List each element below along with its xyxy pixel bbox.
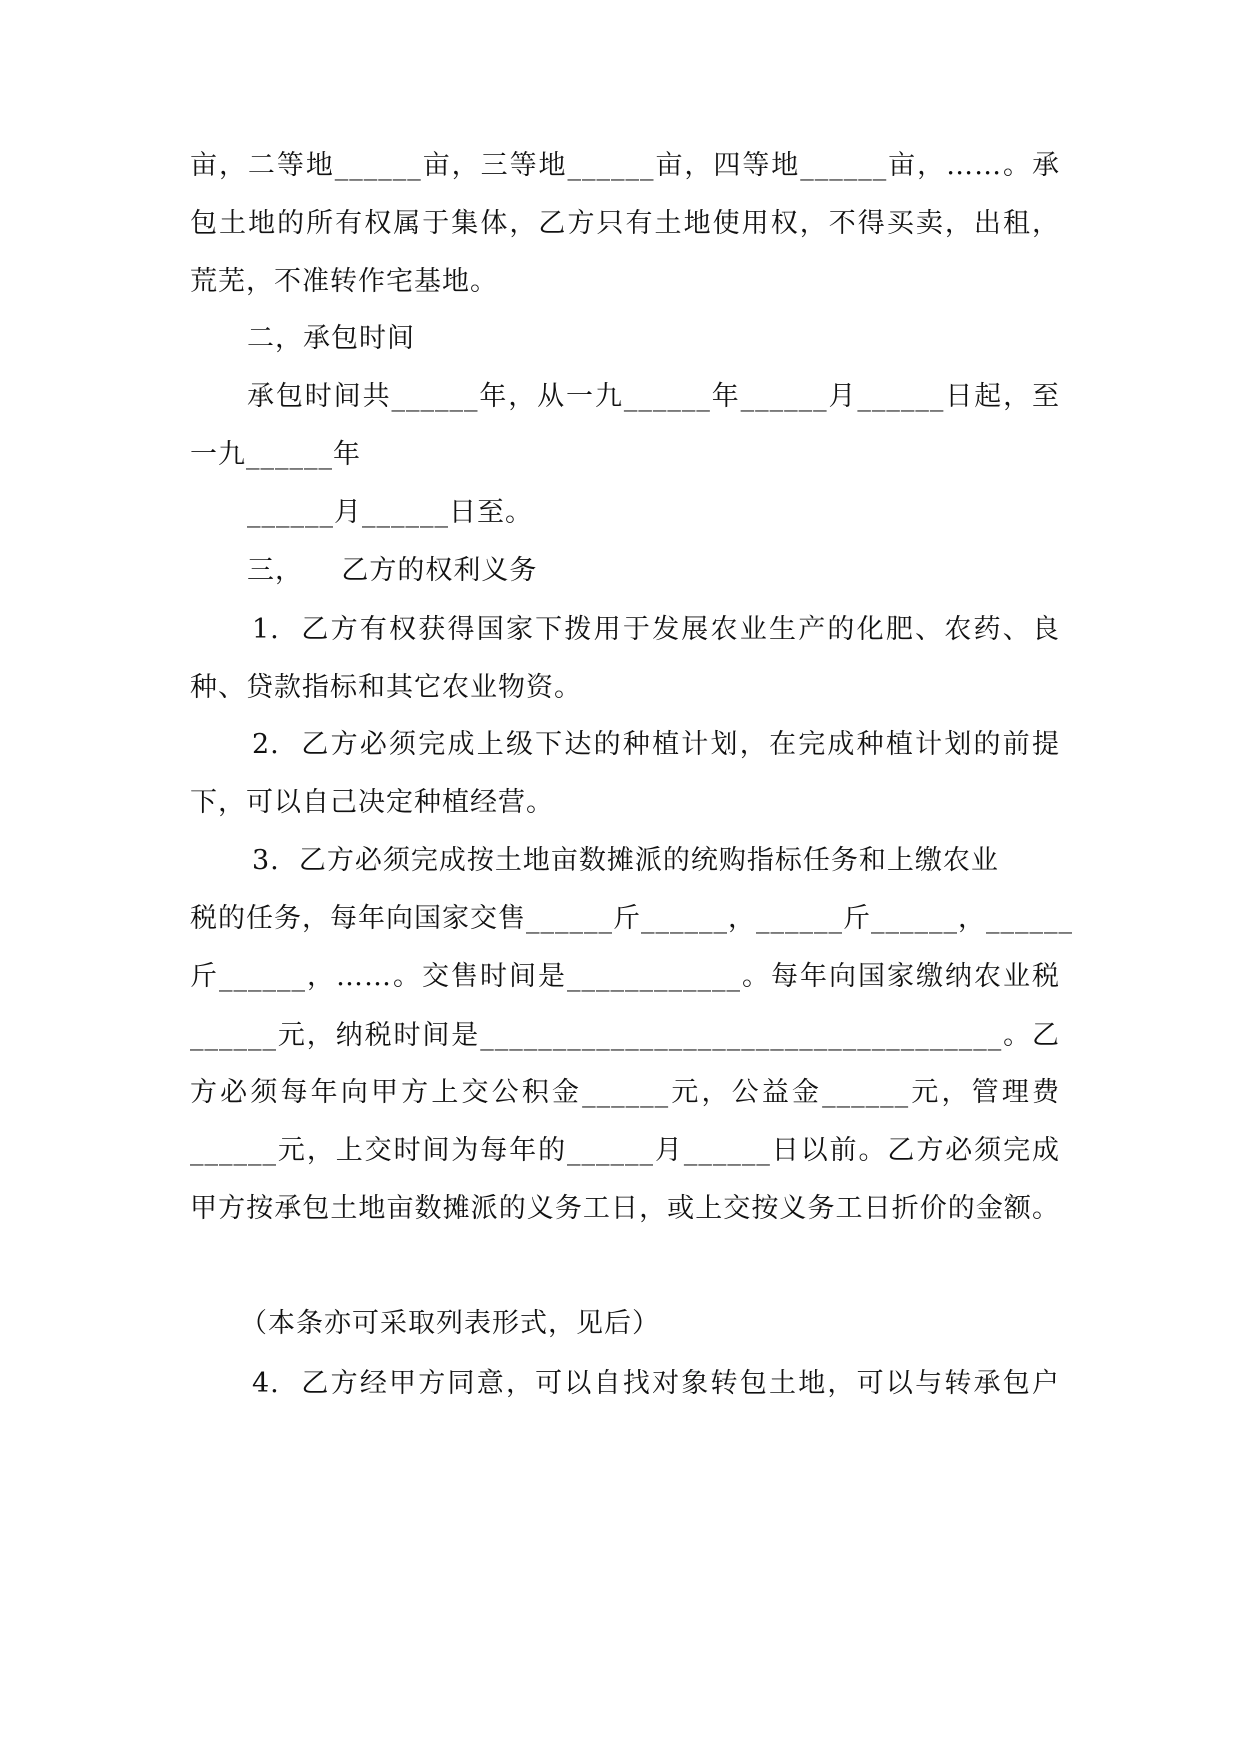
text-line-3: 荒芜，不准转作宅基地。 <box>190 266 498 297</box>
text-line-7: ______月______日至。 <box>247 497 533 528</box>
item-2-line-2: 下，可以自己决定种植经营。 <box>190 787 554 818</box>
item-3-line-6: ______元，上交时间为每年的______月______日以前。乙方必须完成 <box>190 1135 1060 1166</box>
item-3-line-1: 3. 乙方必须完成按土地亩数摊派的统购指标任务和上缴农业 <box>252 845 999 876</box>
text-line-1: 亩，二等地______亩，三等地______亩，四等地______亩，……。承 <box>190 150 1060 181</box>
item-1-line-1: 1. 乙方有权获得国家下拨用于发展农业生产的化肥、农药、良 <box>252 614 1060 645</box>
text-line-5: 承包时间共______年，从一九______年______月______日起，至 <box>247 381 1060 412</box>
item-4-line-1: 4. 乙方经甲方同意，可以自找对象转包土地，可以与转承包户 <box>252 1368 1060 1399</box>
item-1-line-2: 种、贷款指标和其它农业物资。 <box>190 672 582 703</box>
section-heading-3: 三， 乙方的权利义务 <box>247 555 538 586</box>
item-3-line-5: 方必须每年向甲方上交公积金______元，公益金______元，管理费 <box>190 1077 1060 1108</box>
item-3-line-4: ______元，纳税时间是____________________________________。乙 <box>190 1020 1060 1051</box>
item-3-line-7: 甲方按承包土地亩数摊派的义务工日，或上交按义务工日折价的金额。 <box>190 1193 1060 1224</box>
note-line: （本条亦可采取列表形式，见后） <box>240 1308 660 1339</box>
text-line-6: 一九______年 <box>190 439 361 470</box>
item-2-line-1: 2. 乙方必须完成上级下达的种植计划，在完成种植计划的前提 <box>252 729 1060 760</box>
section-heading-2: 二，承包时间 <box>247 323 415 354</box>
text-line-2: 包土地的所有权属于集体，乙方只有土地使用权，不得买卖，出租， <box>190 208 1060 239</box>
item-3-line-3: 斤______，……。交售时间是____________。每年向国家缴纳农业税 <box>190 961 1060 992</box>
item-3-line-2: 税的任务，每年向国家交售______斤______，______斤______，______ <box>190 903 1073 934</box>
